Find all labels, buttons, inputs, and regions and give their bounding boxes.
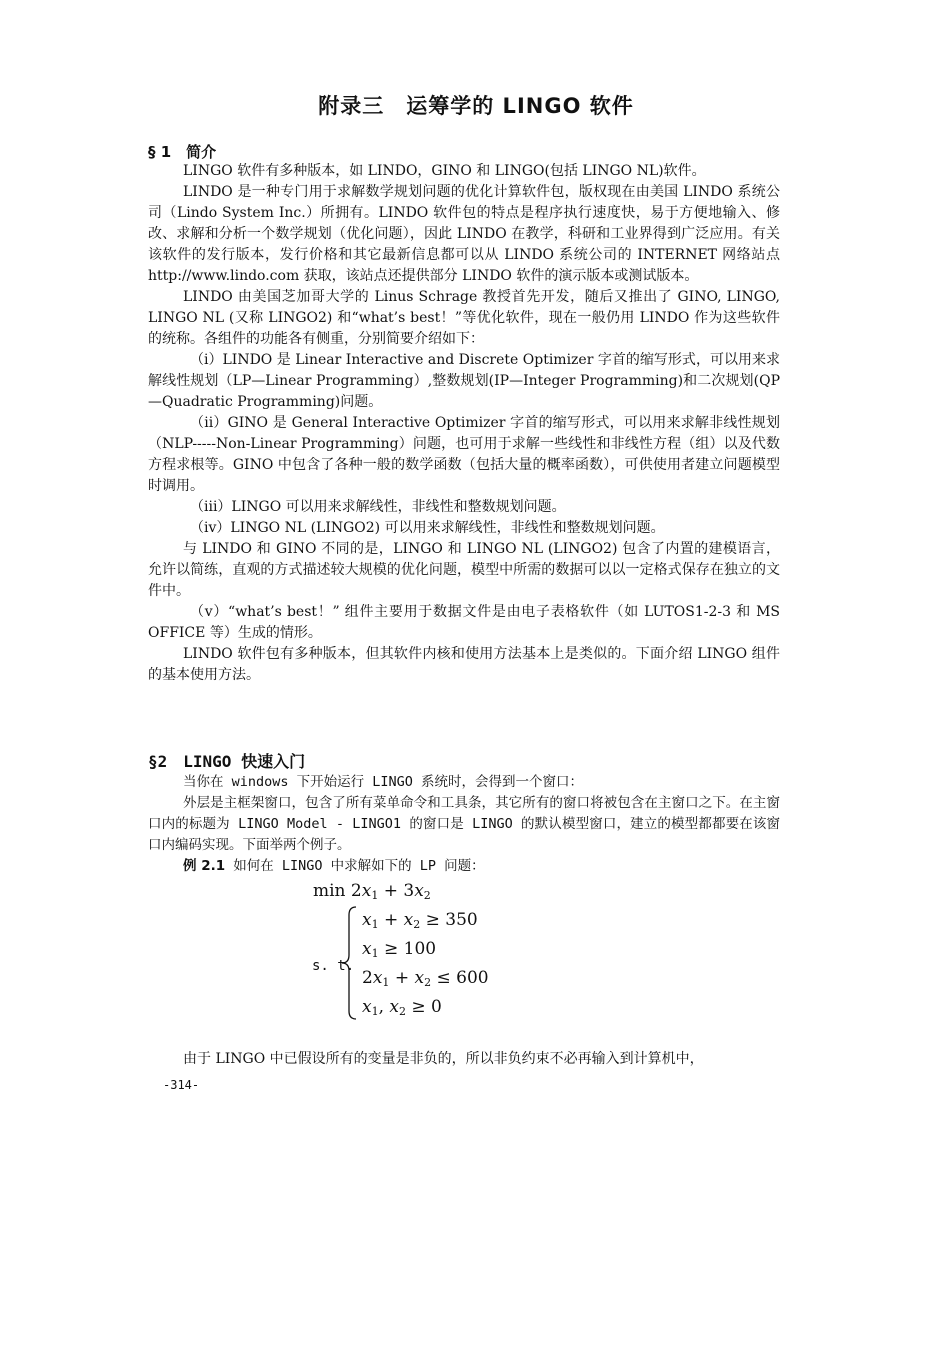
objective-function: $\min 2x_1 + 3x_2$ [313,881,431,902]
page-number: -314- [163,1078,200,1092]
paragraph: LINDO 由美国芝加哥大学的 Linus Schrage 教授首先开发，随后又推出了 GINO, LINGO, LINGO NL (又称 LINGO2) 和“what’s best！”等优化软件，现在一般仍用 LINDO 作为这些软件的统称。各组件的功能各有侧重，分别简要介绍如下： [148,289,780,347]
section-2-body [148,772,780,877]
section-2-heading: §2 LINGO 快速入门 [148,752,306,771]
section-1-heading: § 1 简介 [148,143,217,161]
paragraph: （ii）GINO 是 General Interactive Optimizer 字首的缩写形式，可以用来求解非线性规划（NLP-----Non-Linear Programming）问题，也可用于求解一些线性和非线性方程（组）以及代数方程求根等。GINO 中包含了各种一般的数学函数（包括大量的概率函数），可供使用者建立问题模型时调用。 [148,415,780,494]
subject-to-label: s. t. [312,958,355,974]
constraint-4: $x_1$, $x_2 \ge 0$ [362,997,442,1018]
paragraph: LINDO 是一种专门用于求解数学规划问题的优化计算软件包，版权现在由美国 LINDO 系统公司（Lindo System Inc.）所拥有。LINDO 软件包的特点是程序执行速度快，易于方便地输入、修改、求解和分析一个数学规划（优化问题），因此 LINDO 在教学，科研和工业界得到广泛应用。有关该软件的发行版本，发行价格和其它最新信息都可以从 LINDO 系统公司的 INTERNET 网络站点 http://www.lindo.com 获取，该站点还提供部分 LINDO 软件的演示版本或测试版本。 [148,184,780,284]
constraint-1: $x_1 + x_2 \ge 350$ [362,910,478,931]
paragraph: LINDO 软件包有多种版本，但其软件内核和使用方法基本上是类似的。下面介绍 LINGO 组件的基本使用方法。 [148,646,780,683]
constraint-3: $2x_1 + x_2 \le 600$ [362,968,489,989]
paragraph: （iii）LINGO 可以用来求解线性，非线性和整数规划问题。 [190,499,566,515]
example-line [148,856,780,877]
page-title: 附录三 运筹学的 LINGO 软件 [318,94,634,118]
paragraph: （iv）LINGO NL (LINGO2) 可以用来求解线性，非线性和整数规划问题。 [190,520,665,536]
paragraph: （i）LINDO 是 Linear Interactive and Discrete Optimizer 字首的缩写形式，可以用来求解线性规划（LP—Linear Programming）,整数规划(IP—Integer Programming)和二次规划(QP—Quadratic Programming)问题。 [148,352,780,410]
paragraph: 由于 LINGO 中已假设所有的变量是非负的，所以非负约束不必再输入到计算机中， [183,1051,704,1067]
example-text: 如何在 LINGO 中求解如下的 LP 问题： [225,858,485,874]
section-1-body [148,161,780,686]
paragraph: 当你在 windows 下开始运行 LINGO 系统时，会得到一个窗口： [183,774,584,790]
constraint-2: $x_1 \ge 100$ [362,939,437,960]
paragraph: （v）“what’s best！” 组件主要用于数据文件是由电子表格软件（如 LUTOS1-2-3 和 MS OFFICE 等）生成的情形。 [148,604,780,641]
paragraph: 外层是主框架窗口，包含了所有菜单命令和工具条，其它所有的窗口将被包含在主窗口之下。在主窗口内的标题为 LINGO Model - LINGO1 的窗口是 LINGO 的默认模型窗口，建立的模型都都要在该窗口内编码实现。下面举两个例子。 [148,795,780,853]
example-label: 例 2.1 [183,858,226,874]
footer-paragraph-block [148,1049,780,1070]
paragraph: LINGO 软件有多种版本，如 LINDO，GINO 和 LINGO(包括 LINGO NL)软件。 [183,163,706,179]
constraint-brace [340,905,358,1021]
paragraph: 与 LINDO 和 GINO 不同的是，LINGO 和 LINGO NL (LINGO2) 包含了内置的建模语言，允许以简练，直观的方式描述较大规模的优化问题，模型中所需的数据可以以一定格式保存在独立的文件中。 [148,541,780,599]
